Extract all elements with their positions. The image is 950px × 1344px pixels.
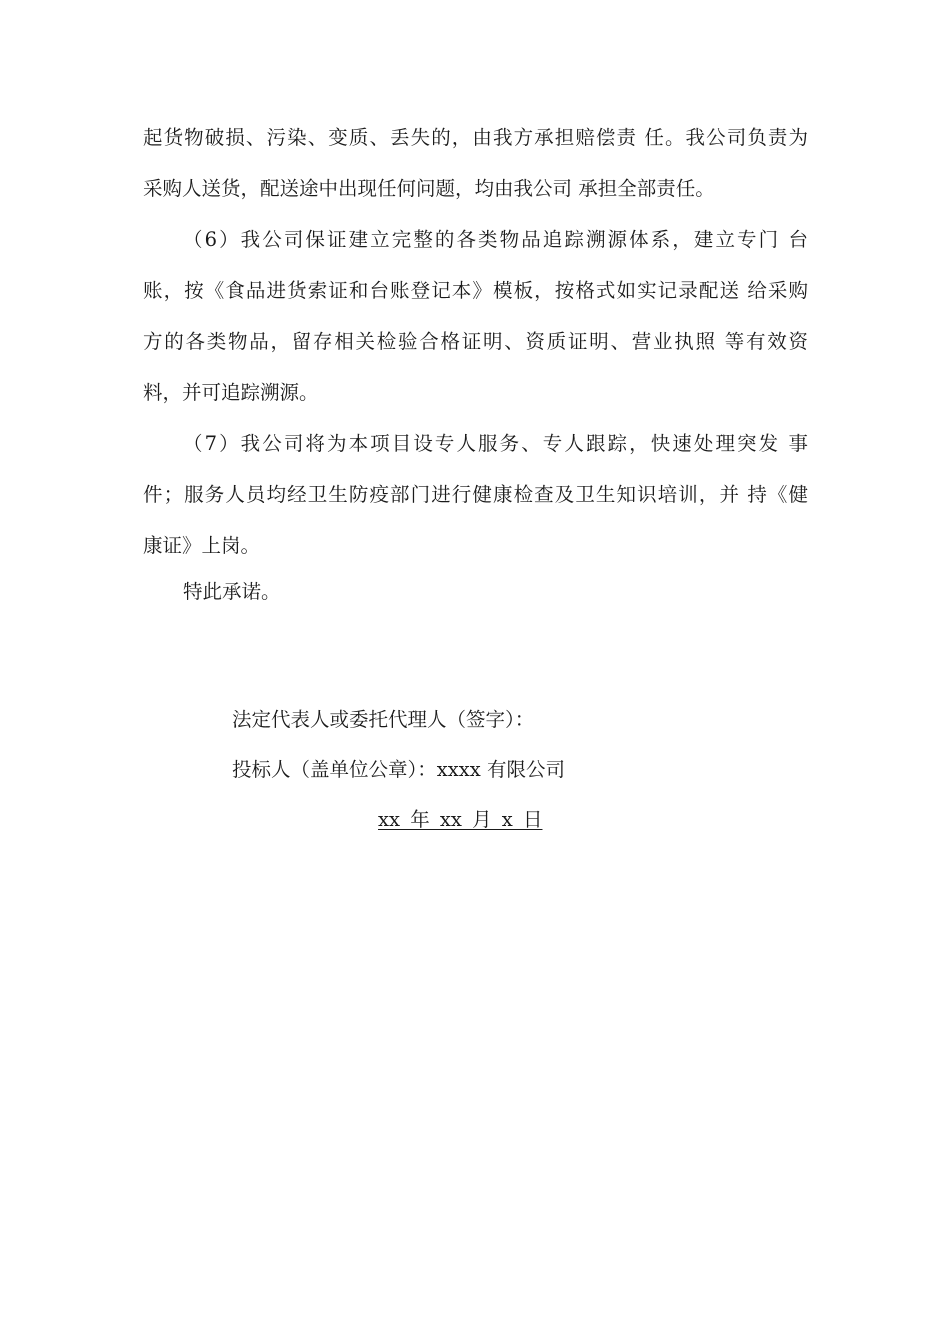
paragraph-line: 料，并可追踪溯源。 <box>143 381 319 404</box>
signature-date: xx 年 xx 月 x 日 <box>378 808 543 831</box>
paragraph-line: （6）我公司保证建立完整的各类物品追踪溯源体系，建立专门 台 <box>183 228 808 251</box>
paragraph-line: 康证》上岗。 <box>143 534 261 557</box>
paragraph-line: 采购人送货，配送途中出现任何问题，均由我公司 承担全部责任。 <box>143 177 715 200</box>
paragraph-line: 账，按《食品进货索证和台账登记本》模板，按格式如实记录配送 给采购 <box>143 279 808 302</box>
paragraph-line: 方的各类物品，留存相关检验合格证明、资质证明、营业执照 等有效资 <box>143 330 808 353</box>
representative-signature-label: 法定代表人或委托代理人（签字）： <box>232 708 535 731</box>
paragraph-line: 起货物破损、污染、变质、丢失的，由我方承担赔偿责 任。我公司负责为 <box>143 126 808 149</box>
bidder-seal-label: 投标人（盖单位公章）：xxxx 有限公司 <box>232 758 565 781</box>
paragraph-line: 件；服务人员均经卫生防疫部门进行健康检查及卫生知识培训，并 持《健 <box>143 483 808 506</box>
paragraph-line: （7）我公司将为本项目设专人服务、专人跟踪，快速处理突发 事 <box>183 432 808 455</box>
closing-statement: 特此承诺。 <box>183 580 281 603</box>
